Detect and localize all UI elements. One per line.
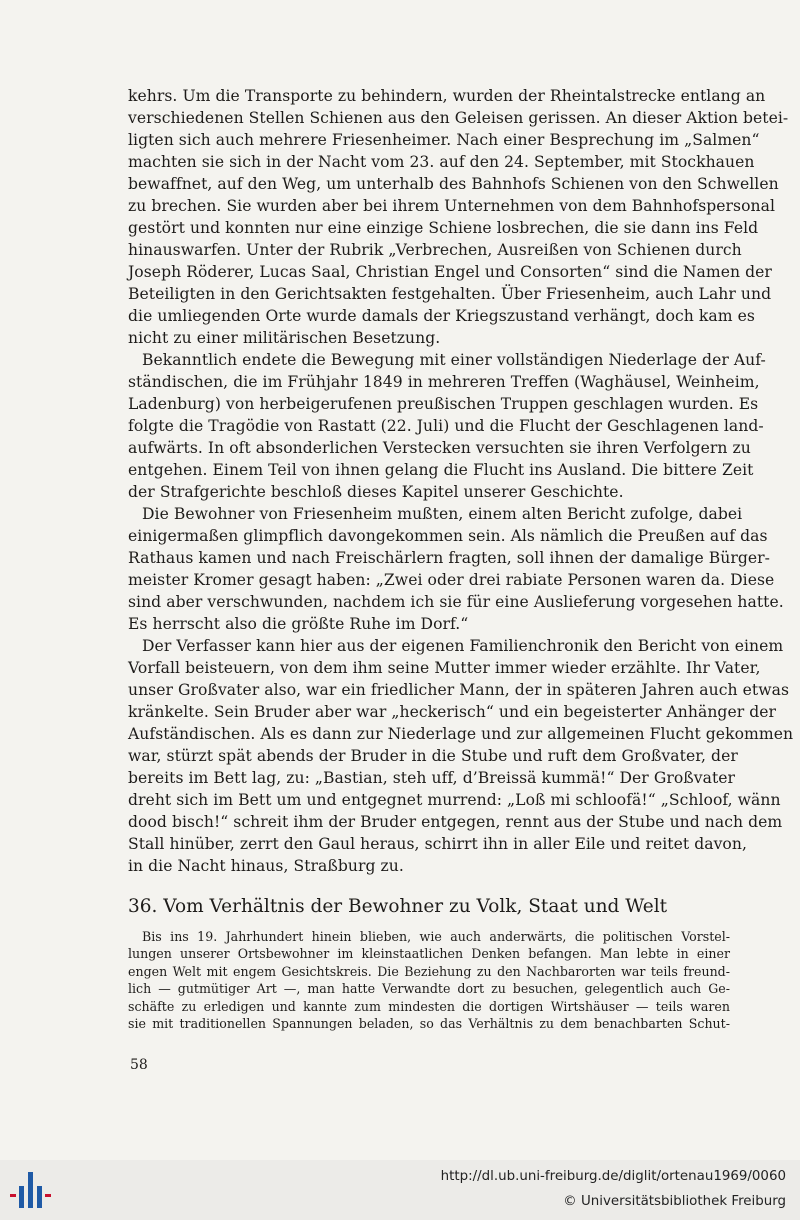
text-line: die umliegenden Orte wurde damals der Kriegszustand verhängt, doch kam es: [128, 307, 755, 325]
text-line: gestört und konnten nur eine einzige Schiene losbrechen, die sie dann ins Feld: [128, 219, 759, 237]
text-line: dood bisch!“ schreit ihm der Bruder entgegen, rennt aus der Stube und nach dem: [128, 813, 783, 831]
text-line: kehrs. Um die Transporte zu behindern, wurden der Rheintalstrecke entlang an: [128, 87, 766, 105]
text-line: ständischen, die im Frühjahr 1849 in mehreren Treffen (Waghäusel, Weinheim,: [128, 373, 760, 391]
text-line: Bis ins 19. Jahrhundert hinein blieben, wie auch anderwärts, die politischen Vorstel-: [142, 929, 730, 944]
text-line: unser Großvater also, war ein friedlicher Mann, der in späteren Jahren auch etwas: [128, 681, 789, 699]
text-line: verschiedenen Stellen Schienen aus den Geleisen gerissen. An dieser Aktion betei-: [128, 109, 789, 127]
text-line: kränkelte. Sein Bruder aber war „heckerisch“ und ein begeisterter Anhänger der: [128, 703, 777, 721]
text-line: Vorfall beisteuern, von dem ihm seine Mutter immer wieder erzählte. Ihr Vater,: [128, 659, 761, 677]
text-line: machten sie sich in der Nacht vom 23. auf den 24. September, mit Stockhauen: [128, 153, 755, 171]
copyright-notice: © Universitätsbibliothek Freiburg: [563, 1194, 786, 1209]
viewer-footer: [0, 1160, 800, 1220]
text-line: bereits im Bett lag, zu: „Bastian, steh uff, d’Breissä kummä!“ Der Großvater: [128, 769, 736, 787]
text-line: in die Nacht hinaus, Straßburg zu.: [128, 857, 404, 875]
text-line: war, stürzt spät abends der Bruder in die Stube und ruft dem Großvater, der: [128, 747, 738, 765]
text-line: lungen unserer Ortsbewohner im kleinstaatlichen Denken befangen. Man lebte in einer: [128, 946, 730, 962]
section-heading: 36. Vom Verhältnis der Bewohner zu Volk, Staat und Welt: [128, 896, 668, 917]
document-url-link[interactable]: http://dl.ub.uni-freiburg.de/diglit/ortenau1969/0060: [440, 1169, 786, 1184]
text-line: aufwärts. In oft absonderlichen Verstecken versuchten sie ihren Verfolgern zu: [128, 439, 751, 457]
text-line: nicht zu einer militärischen Besetzung.: [128, 329, 441, 347]
text-line: entgehen. Einem Teil von ihnen gelang die Flucht ins Ausland. Die bittere Zeit: [128, 461, 754, 479]
text-line: der Strafgerichte beschloß dieses Kapitel unserer Geschichte.: [128, 483, 624, 501]
text-line: bewaffnet, auf den Weg, um unterhalb des Bahnhofs Schienen von den Schwellen: [128, 175, 779, 193]
text-line: Der Verfasser kann hier aus der eigenen Familienchronik den Bericht von einem: [142, 637, 784, 655]
text-line: Stall hinüber, zerrt den Gaul heraus, schirrt ihn in aller Eile und reitet davon,: [128, 835, 747, 853]
text-line: Beteiligten in den Gerichtsakten festgehalten. Über Friesenheim, auch Lahr und: [128, 285, 772, 303]
text-line: Ladenburg) von herbeigerufenen preußischen Truppen geschlagen wurden. Es: [128, 395, 759, 413]
ub-freiburg-logo-icon[interactable]: [10, 1168, 52, 1212]
text-line: sie mit traditionellen Spannungen beladen, so das Verhältnis zu dem benachbarten Schut-: [128, 1015, 730, 1031]
text-line: sind aber verschwunden, nachdem ich sie für eine Auslieferung vorgesehen hatte.: [128, 593, 784, 611]
text-line: schäfte zu erledigen und kannte zum mindesten die dortigen Wirtshäuser — teils waren: [128, 998, 730, 1014]
page-number: 58: [130, 1057, 148, 1073]
text-line: hinauswarfen. Unter der Rubrik „Verbrechen, Ausreißen von Schienen durch: [128, 241, 742, 259]
text-line: meister Kromer gesagt haben: „Zwei oder drei rabiate Personen waren da. Diese: [128, 571, 775, 589]
text-line: Joseph Röderer, Lucas Saal, Christian Engel und Consorten“ sind die Namen der: [128, 263, 772, 281]
text-line: Es herrscht also die größte Ruhe im Dorf.“: [128, 615, 469, 633]
text-line: dreht sich im Bett um und entgegnet murrend: „Loß mi schloofä!“ „Schloof, wänn: [128, 791, 781, 809]
text-line: Rathaus kamen und nach Freischärlern fragten, soll ihnen der damalige Bürger-: [128, 549, 770, 567]
text-line: lich — gutmütiger Art —, man hatte Verwandte dort zu besuchen, gelegentlich auch Ge-: [128, 981, 730, 997]
section-intro-text: [128, 928, 730, 1032]
text-line: einigermaßen glimpflich davongekommen sein. Als nämlich die Preußen auf das: [128, 527, 768, 545]
text-line: Die Bewohner von Friesenheim mußten, einem alten Bericht zufolge, dabei: [142, 505, 743, 523]
text-line: engen Welt mit engem Gesichtskreis. Die Beziehung zu den Nachbarorten war teils freund-: [128, 963, 730, 979]
body-text: [128, 85, 794, 877]
text-line: folgte die Tragödie von Rastatt (22. Juli) und die Flucht der Geschlagenen land-: [128, 417, 764, 435]
text-line: Bekanntlich endete die Bewegung mit einer vollständigen Niederlage der Auf-: [142, 351, 766, 369]
text-line: zu brechen. Sie wurden aber bei ihrem Unternehmen von dem Bahnhofspersonal: [128, 197, 776, 215]
text-line: ligten sich auch mehrere Friesenheimer. Nach einer Besprechung im „Salmen“: [128, 131, 760, 149]
text-line: Aufständischen. Als es dann zur Niederlage und zur allgemeinen Flucht gekommen: [128, 725, 794, 743]
